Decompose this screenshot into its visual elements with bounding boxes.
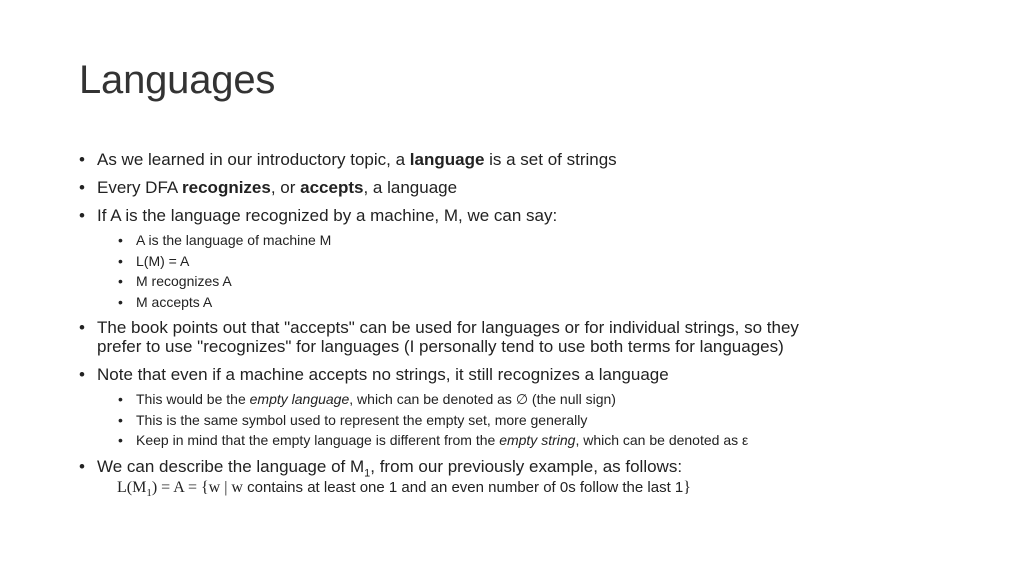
text: If A is the language recognized by a machine, M, we can say: <box>97 206 558 225</box>
bullet-dfa-recognizes <box>79 178 959 197</box>
italic-term: empty string <box>499 432 576 448</box>
sub-bullet: • M recognizes A <box>118 271 959 292</box>
bullet-language-definition <box>79 150 959 169</box>
slide-content <box>79 150 959 497</box>
bullet-empty-language <box>79 365 959 384</box>
bullet-accepts-vs-recognizes <box>79 318 959 356</box>
bold-term: accepts <box>300 178 364 197</box>
text: As we learned in our introductory topic, a <box>97 150 410 169</box>
slide-title: Languages <box>79 58 276 102</box>
subscript: 1 <box>364 466 371 479</box>
formula-text: ) = A = {w | w <box>151 478 243 496</box>
sub-bullet <box>118 389 959 410</box>
sub-bullet <box>118 430 959 451</box>
italic-term: empty language <box>249 391 350 407</box>
sublist-empty-language <box>118 389 959 451</box>
text-line: prefer to use "recognizes" for languages (I personally tend to use both terms for languages) <box>97 337 784 356</box>
text-line: • The book points out that "accepts" can be used for languages or for individual strings, so they <box>97 318 799 337</box>
text: , or <box>270 178 301 197</box>
text: We can describe the language of M <box>97 456 365 476</box>
formula-text: } <box>683 478 691 496</box>
sub-bullet: • This is the same symbol used to represent the empty set, more generally <box>118 410 959 431</box>
formula-text: contains at least one 1 and an even number of 0s follow the last 1 <box>242 478 684 496</box>
text: This would be the <box>136 391 250 407</box>
sub-bullet: • M accepts A <box>118 292 959 313</box>
text: Note that even if a machine accepts no strings, it still recognizes a language <box>97 365 669 384</box>
text: , a language <box>363 178 458 197</box>
bold-term: language <box>409 150 485 169</box>
bullet-describe-m1 <box>79 456 959 479</box>
language-formula <box>117 479 959 497</box>
sub-bullet: • A is the language of machine M <box>118 230 959 251</box>
bullet-machine-language <box>79 206 959 225</box>
bold-term: recognizes <box>182 178 271 197</box>
text: is a set of strings <box>484 150 617 169</box>
sublist-machine-language <box>118 230 959 312</box>
text: , which can be denoted as ε <box>575 432 749 448</box>
sub-bullet: • L(M) = A <box>118 251 959 272</box>
text: , which can be denoted as ∅ (the null sign) <box>349 391 616 407</box>
text: , from our previously example, as follows: <box>370 456 683 476</box>
subscript: 1 <box>146 486 152 499</box>
text: Keep in mind that the empty language is different from the <box>136 432 500 448</box>
formula-text: L(M <box>117 478 147 496</box>
text: Every DFA <box>97 178 183 197</box>
